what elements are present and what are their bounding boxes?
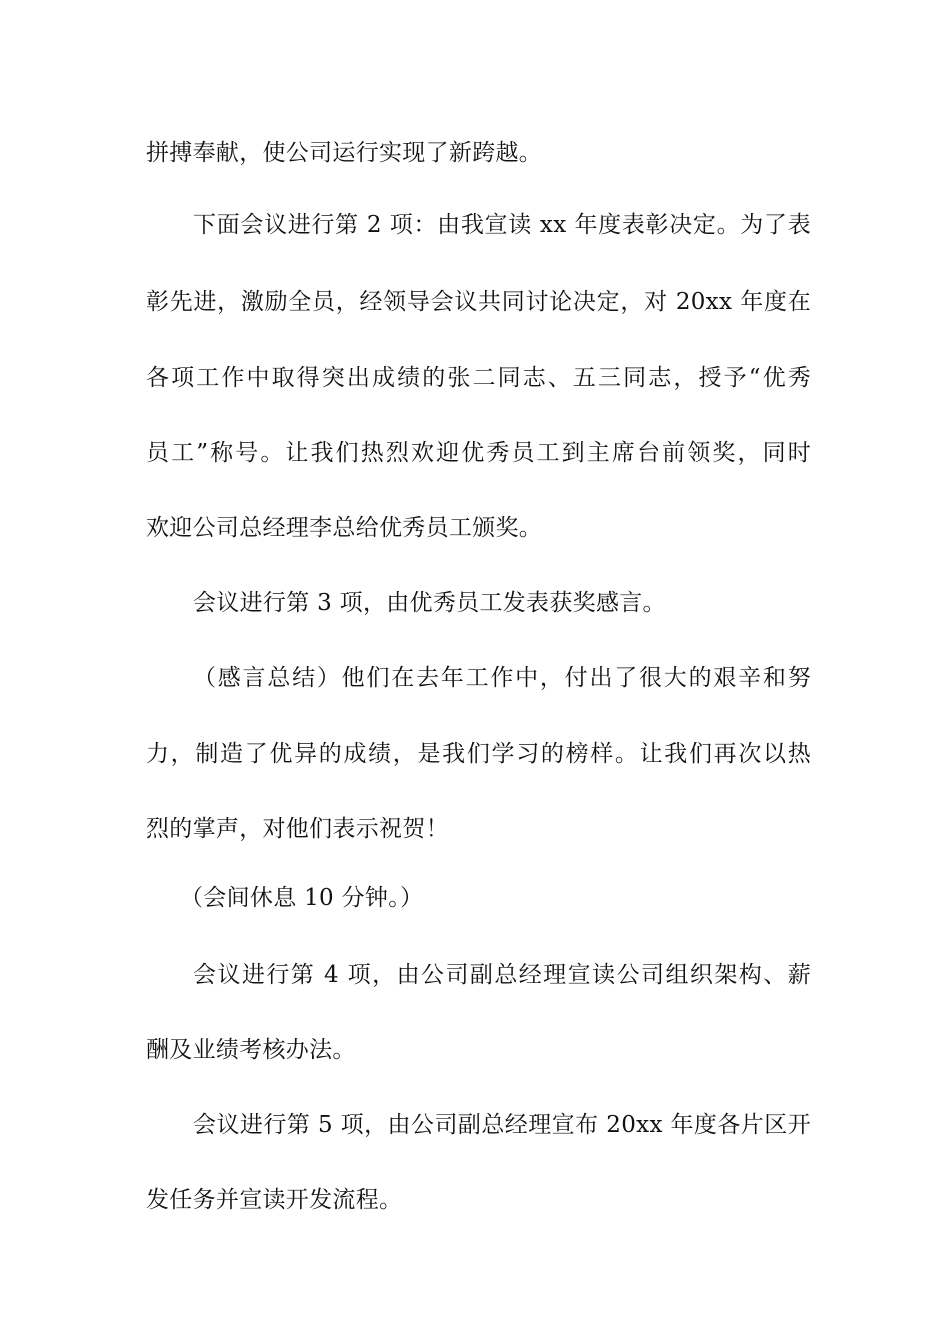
text-line-12: 会议进行第 4 项，由公司副总经理宣读公司组织架构、薪 — [193, 962, 811, 988]
text-line-9: 力，制造了优异的成绩，是我们学习的榜样。让我们再次以热 — [146, 741, 811, 767]
text-line-1: 拼搏奉献，使公司运行实现了新跨越。 — [146, 140, 543, 166]
text-line-3: 彰先进，激励全员，经领导会议共同讨论决定，对 20xx 年度在 — [146, 289, 811, 315]
text-line-14: 会议进行第 5 项，由公司副总经理宣布 20xx 年度各片区开 — [193, 1112, 811, 1138]
text-line-5: 员工”称号。让我们热烈欢迎优秀员工到主席台前领奖，同时 — [146, 440, 811, 466]
text-line-15: 发任务并宣读开发流程。 — [146, 1187, 403, 1213]
text-line-11: （会间休息 10 分钟。） — [180, 885, 424, 911]
text-line-13: 酬及业绩考核办法。 — [146, 1037, 356, 1063]
text-line-7: 会议进行第 3 项，由优秀员工发表获奖感言。 — [193, 590, 666, 616]
text-line-10: 烈的掌声，对他们表示祝贺！ — [146, 816, 449, 842]
text-line-4: 各项工作中取得突出成绩的张二同志、五三同志，授予“优秀 — [146, 365, 811, 391]
text-line-8: （感言总结）他们在去年工作中，付出了很大的艰辛和努 — [193, 665, 811, 691]
text-line-6: 欢迎公司总经理李总给优秀员工颁奖。 — [146, 515, 543, 541]
text-line-2: 下面会议进行第 2 项：由我宣读 xx 年度表彰决定。为了表 — [193, 212, 811, 238]
